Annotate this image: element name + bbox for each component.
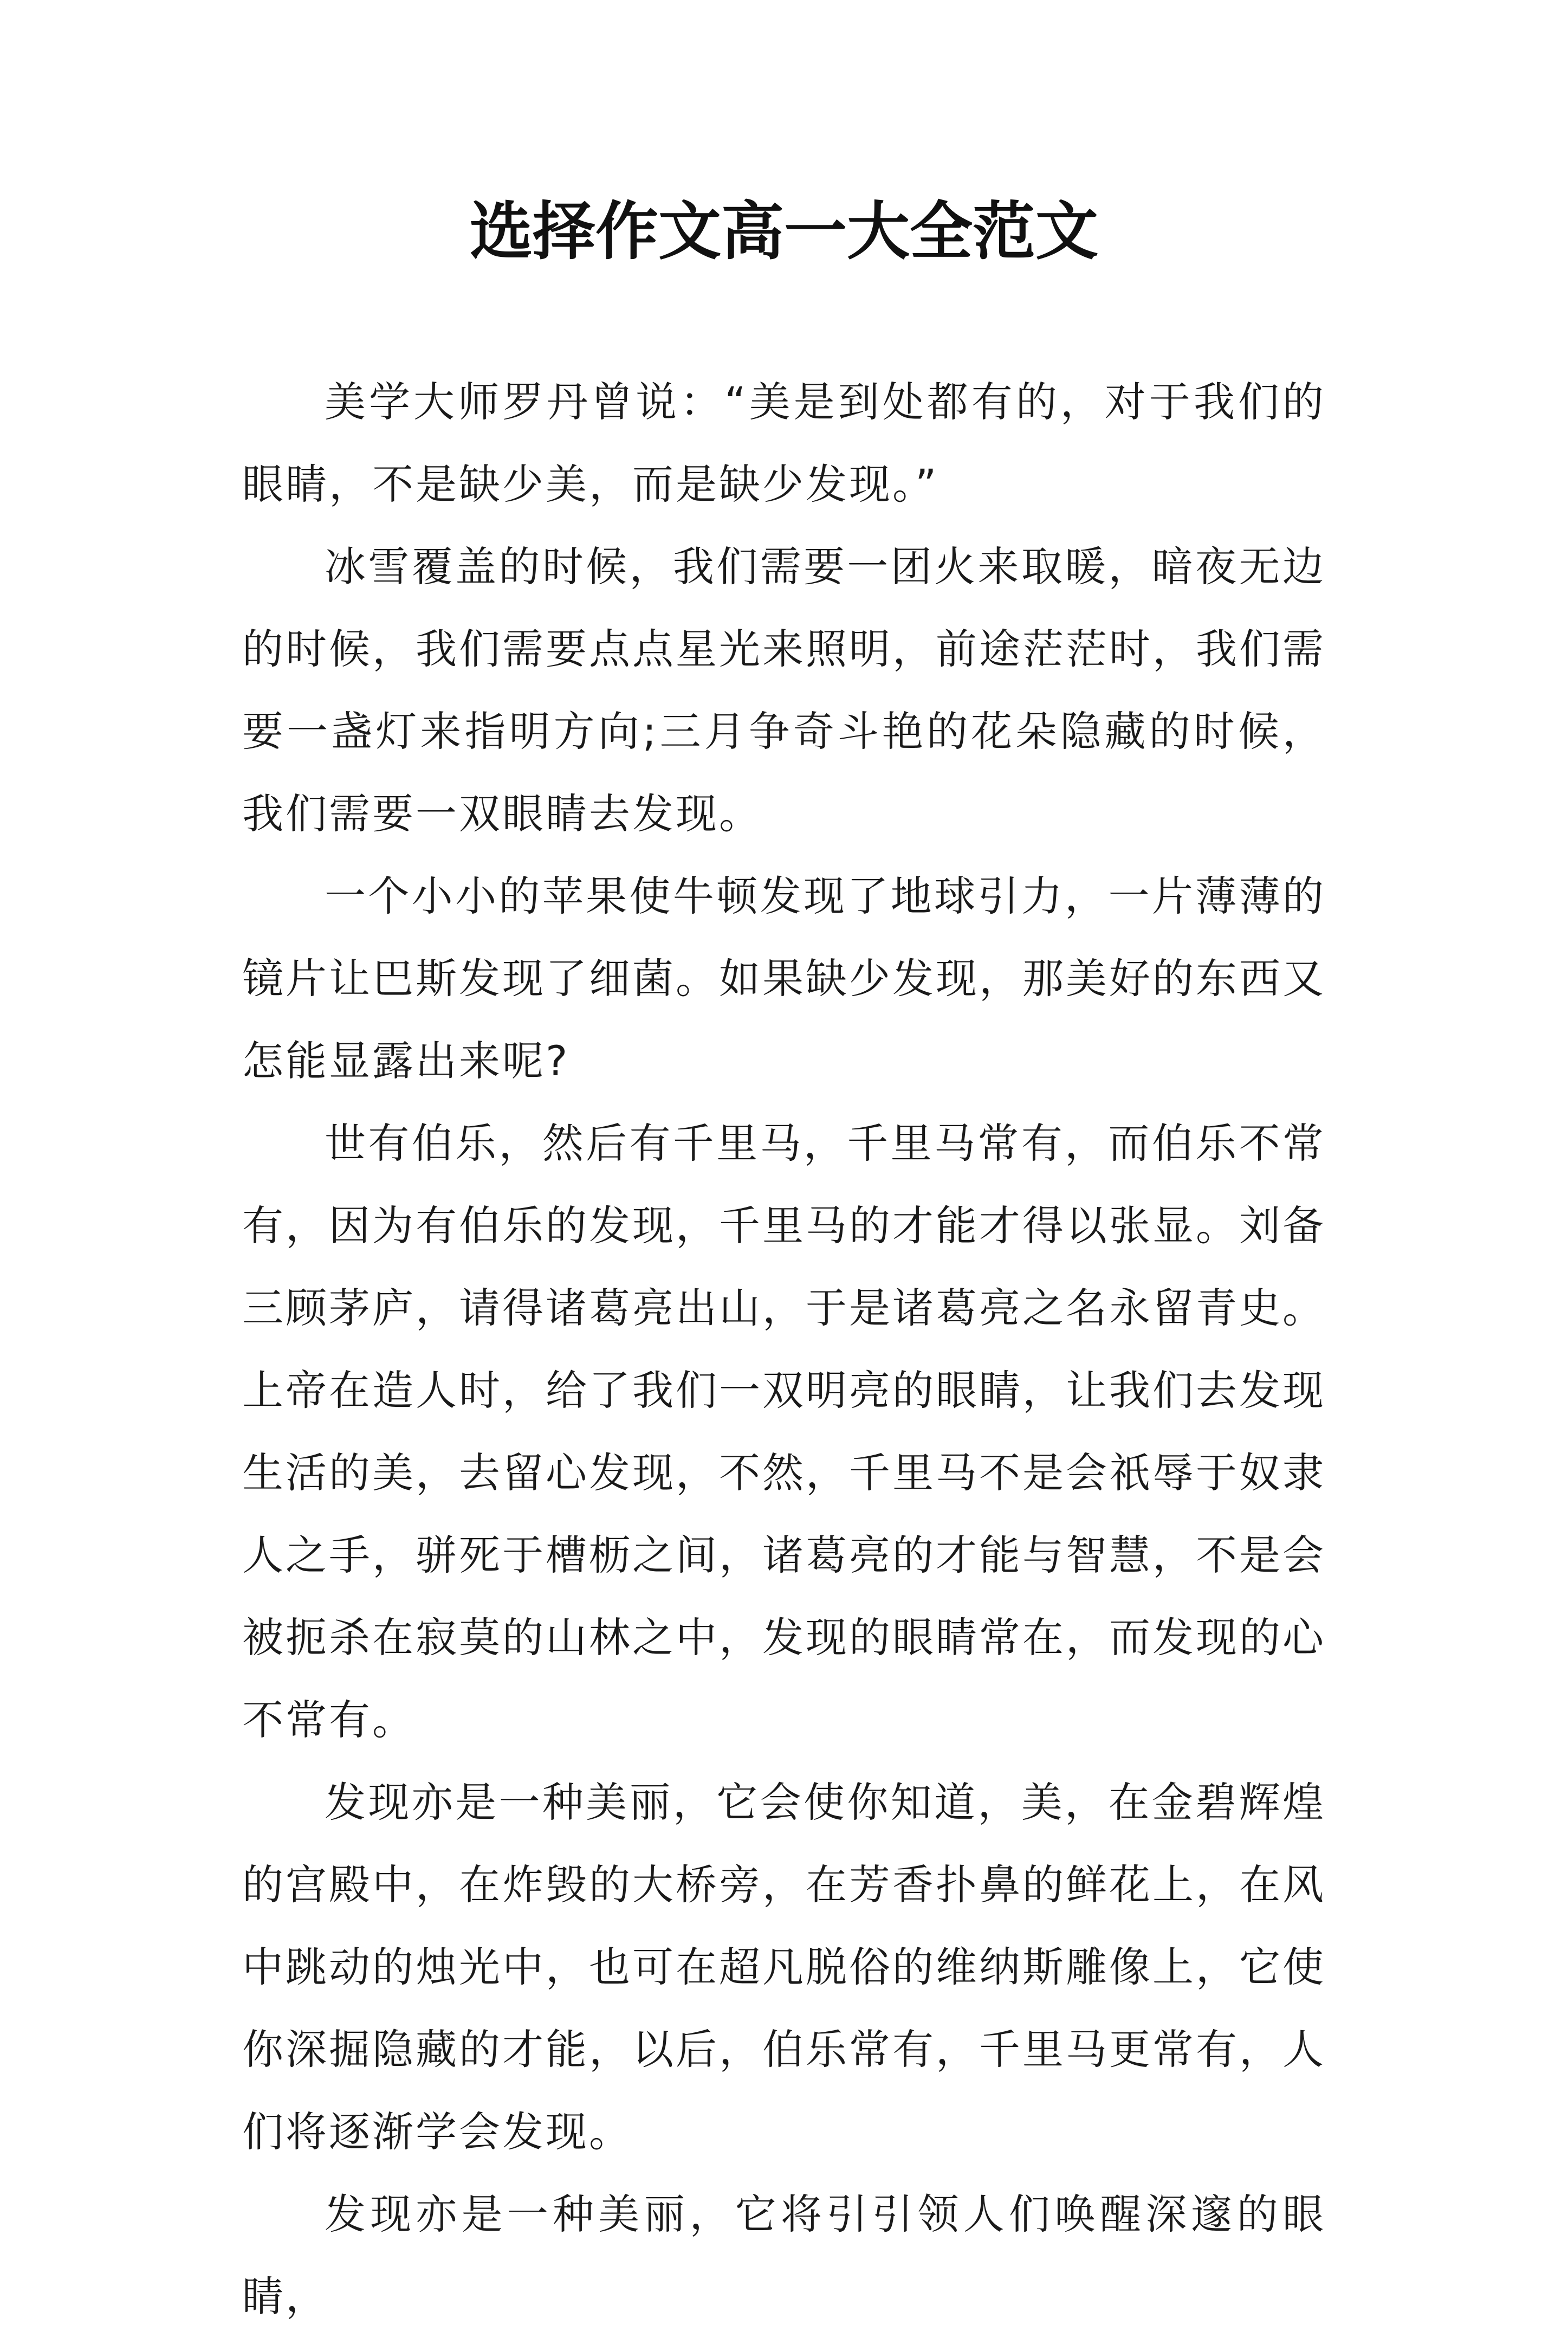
paragraph: 美学大师罗丹曾说：“美是到处都有的，对于我们的眼睛，不是缺少美，而是缺少发现。”	[242, 378, 1326, 508]
paragraph: 发现亦是一种美丽，它将引引领人们唤醒深邃的眼睛，	[242, 2190, 1326, 2321]
document-title: 选择作文高一大全范文	[470, 195, 1098, 268]
document-body	[242, 361, 1326, 2338]
paragraph: 世有伯乐，然后有千里马，千里马常有，而伯乐不常有，因为有伯乐的发现，千里马的才能才得以张显。刘备三顾茅庐，请得诸葛亮出山，于是诸葛亮之名永留青史。上帝在造人时，给了我们一双明亮的眼睛，让我们去发现生活的美，去留心发现，不然，千里马不是会祇辱于奴隶人之手，骈死于槽枥之间，诸葛亮的才能与智慧，不是会被扼杀在寂莫的山林之中，发现的眼睛常在，而发现的心不常有。	[242, 1119, 1326, 1744]
paragraph: 发现亦是一种美丽，它会使你知道，美，在金碧辉煌的宫殿中，在炸毁的大桥旁，在芳香扑鼻的鲜花上，在风中跳动的烛光中，也可在超凡脱俗的维纳斯雕像上，它使你深掘隐藏的才能，以后，伯乐常有，千里马更常有，人们将逐渐学会发现。	[242, 1778, 1326, 2156]
paragraph: 冰雪覆盖的时候，我们需要一团火来取暖，暗夜无边的时候，我们需要点点星光来照明，前途茫茫时，我们需要一盏灯来指明方向;三月争奇斗艳的花朵隐藏的时候，我们需要一双眼睛去发现。	[242, 542, 1326, 838]
paragraph: 一个小小的苹果使牛顿发现了地球引力，一片薄薄的镜片让巴斯发现了细菌。如果缺少发现，那美好的东西又怎能显露出来呢?	[242, 872, 1326, 1085]
